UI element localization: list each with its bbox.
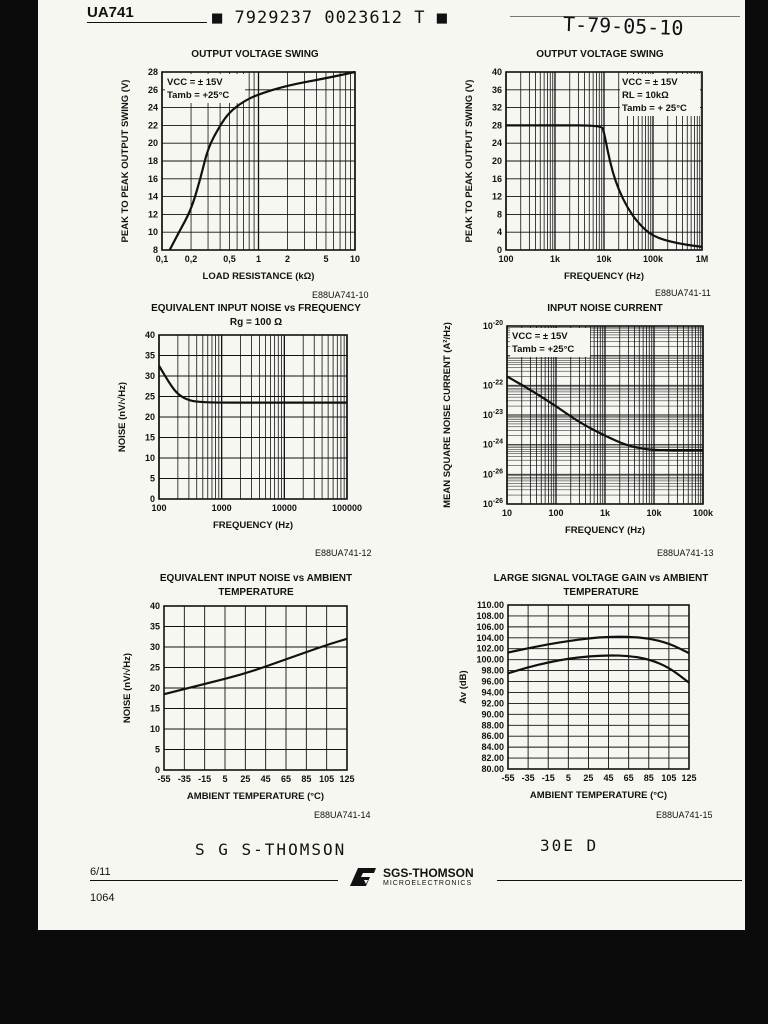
chart-title: INPUT NOISE CURRENT xyxy=(547,303,663,314)
y-tick-label: 0 xyxy=(149,494,155,504)
barcode-block-icon: ■ xyxy=(212,8,224,28)
series-line xyxy=(508,637,689,653)
chart-title-line: EQUIVALENT INPUT NOISE vs FREQUENCY xyxy=(151,303,361,314)
annotation-text: VCC = ± 15V xyxy=(512,331,568,342)
x-tick-label: -35 xyxy=(521,773,535,783)
barcode-text xyxy=(212,8,448,28)
x-axis-label: AMBIENT TEMPERATURE (°C) xyxy=(529,790,668,801)
x-tick-label: 1k xyxy=(599,508,611,518)
x-tick-label: 1M xyxy=(695,254,709,264)
y-tick-label: 8 xyxy=(152,245,158,255)
y-tick-label: 28 xyxy=(491,120,502,131)
y-tick-label: 106.00 xyxy=(476,621,504,632)
y-tick-label: 96.00 xyxy=(481,676,504,687)
y-tick-label: 20 xyxy=(491,156,502,166)
y-tick-label: 36 xyxy=(491,84,502,95)
x-axis-label: FREQUENCY (Hz) xyxy=(564,525,646,536)
y-tick-label: 25 xyxy=(149,662,160,673)
y-tick-label: 10 xyxy=(149,724,160,734)
y-tick-label: 12 xyxy=(491,191,502,202)
noise-vs-temperature-chart xyxy=(115,598,385,808)
y-axis-label: Av (dB) xyxy=(458,670,469,704)
y-tick-label: 0 xyxy=(496,245,502,255)
y-tick-label: $10^{-26}$ xyxy=(482,468,503,480)
chart-title: EQUIVALENT INPUT NOISE vs AMBIENT TEMPERATURE xyxy=(159,573,353,598)
x-tick-label: 100k xyxy=(692,508,714,518)
y-tick-label: 18 xyxy=(147,156,158,166)
x-tick-label: 105 xyxy=(661,773,677,783)
y-tick-label: 5 xyxy=(154,744,160,755)
y-tick-label: 102.00 xyxy=(476,643,504,654)
y-tick-label: 110.00 xyxy=(476,600,504,610)
header-rule xyxy=(87,22,207,23)
y-tick-label: 24 xyxy=(147,102,158,113)
y-tick-label: $10^{-22}$ xyxy=(482,379,503,391)
x-tick-label: 1000 xyxy=(211,503,232,513)
x-axis-label: LOAD RESISTANCE (kΩ) xyxy=(202,271,315,282)
x-tick-label: 125 xyxy=(339,774,355,784)
y-tick-label: 25 xyxy=(144,391,155,402)
part-number: UA741 xyxy=(87,4,134,21)
st-logo-icon xyxy=(348,866,378,888)
annotation-text: Tamb = + 25°C xyxy=(622,103,687,114)
x-tick-label: 0,1 xyxy=(155,254,169,264)
y-tick-label: 15 xyxy=(144,432,155,443)
chart-title xyxy=(120,302,392,330)
figure-ref: E88UA741-14 xyxy=(314,810,371,820)
y-tick-label: 8 xyxy=(496,209,502,220)
x-tick-label: -55 xyxy=(501,773,515,783)
y-tick-label: $10^{-23}$ xyxy=(482,409,503,420)
x-tick-label: 10k xyxy=(596,254,612,264)
company-logo-text: SGS-THOMSON xyxy=(383,866,474,880)
y-tick-label: 35 xyxy=(144,350,155,361)
y-tick-label: 28 xyxy=(147,67,158,77)
annotation-text: RL = 10kΩ xyxy=(622,90,669,101)
y-tick-label: 14 xyxy=(147,191,158,202)
x-tick-label: 100 xyxy=(151,503,167,513)
y-tick-label: 100.00 xyxy=(476,654,504,665)
chart-subtitle: Rg = 100 Ω xyxy=(229,317,283,328)
y-tick-label: 10 xyxy=(147,227,158,238)
x-tick-label: 25 xyxy=(583,773,594,783)
x-tick-label: -55 xyxy=(157,774,171,784)
y-tick-label: 20 xyxy=(147,138,158,149)
plot-frame xyxy=(508,605,689,769)
x-axis-label: FREQUENCY (Hz) xyxy=(563,271,645,282)
x-axis-label: FREQUENCY (Hz) xyxy=(212,520,294,531)
x-tick-label: 2 xyxy=(285,254,291,264)
x-tick-label: 45 xyxy=(260,774,271,784)
y-axis-label: MEAN SQUARE NOISE CURRENT (A²/Hz) xyxy=(442,322,453,508)
x-tick-label: 65 xyxy=(623,773,634,783)
x-axis-label: AMBIENT TEMPERATURE (°C) xyxy=(186,791,325,802)
y-tick-label: 90.00 xyxy=(481,709,504,720)
x-tick-label: 25 xyxy=(240,774,251,784)
chart-title: OUTPUT VOLTAGE SWING xyxy=(536,49,664,60)
y-tick-label: 98.00 xyxy=(481,665,504,676)
annotation-text: Tamb = +25°C xyxy=(512,344,575,355)
x-tick-label: 5 xyxy=(323,254,329,264)
x-tick-label: 100k xyxy=(642,254,664,264)
x-tick-label: -35 xyxy=(177,774,191,784)
x-tick-label: 45 xyxy=(603,773,614,783)
company-logo-subtext: MICROELECTRONICS xyxy=(383,880,473,887)
y-tick-label: $10^{-20}$ xyxy=(482,320,503,331)
y-tick-label: 32 xyxy=(491,102,502,113)
figure-ref: E88UA741-13 xyxy=(657,548,714,558)
x-tick-label: 5 xyxy=(222,774,228,784)
x-tick-label: -15 xyxy=(541,773,555,783)
output-swing-vs-load-chart xyxy=(105,62,385,292)
y-tick-label: 35 xyxy=(149,621,160,632)
chart-title: LARGE SIGNAL VOLTAGE GAIN vs AMBIENT TEMPERATURE xyxy=(493,573,709,598)
y-axis-label: PEAK TO PEAK OUTPUT SWING (V) xyxy=(120,79,131,243)
y-tick-label: 30 xyxy=(144,371,155,381)
x-tick-label: 125 xyxy=(681,773,697,783)
annotation-text: VCC = ± 15V xyxy=(622,77,678,88)
y-tick-label: 20 xyxy=(149,683,160,693)
y-tick-label: 88.00 xyxy=(481,720,504,731)
x-tick-label: 10 xyxy=(501,508,513,518)
input-noise-current-chart xyxy=(432,316,732,546)
y-tick-label: 16 xyxy=(491,173,502,184)
y-tick-label: 40 xyxy=(144,330,155,340)
y-axis-label: NOISE (nV/√Hz) xyxy=(122,652,133,724)
y-tick-label: 108.00 xyxy=(476,610,504,621)
x-tick-label: 1 xyxy=(255,254,262,264)
barcode-number: 7929237 0023612 T xyxy=(234,8,426,28)
page-number: 1064 xyxy=(90,892,115,904)
barcode-block-icon: ■ xyxy=(436,8,448,28)
y-tick-label: $10^{-26}$ xyxy=(482,498,503,509)
footer-rule-left xyxy=(90,880,338,881)
y-tick-label: 20 xyxy=(144,412,155,422)
series-line xyxy=(159,366,347,403)
y-tick-label: 92.00 xyxy=(481,698,504,709)
y-tick-label: 94.00 xyxy=(481,687,504,698)
x-tick-label: 85 xyxy=(643,773,654,783)
y-tick-label: 16 xyxy=(147,173,158,184)
y-tick-label: 4 xyxy=(496,227,502,238)
x-tick-label: 0,5 xyxy=(223,254,236,264)
x-tick-label: 100000 xyxy=(331,503,363,513)
x-tick-label: -15 xyxy=(198,774,212,784)
x-tick-label: 10 xyxy=(349,254,361,264)
y-tick-label: 12 xyxy=(147,209,158,220)
chart-title: OUTPUT VOLTAGE SWING xyxy=(191,49,319,60)
y-axis-label: NOISE (nV/√Hz) xyxy=(117,381,128,453)
y-tick-label: 40 xyxy=(491,67,502,77)
x-tick-label: 100 xyxy=(548,508,564,518)
x-tick-label: 0,2 xyxy=(184,254,198,264)
x-tick-label: 10000 xyxy=(271,503,297,513)
y-tick-label: 82.00 xyxy=(481,753,504,764)
y-tick-label: 10 xyxy=(144,453,155,463)
x-tick-label: 105 xyxy=(319,774,335,784)
y-tick-label: 30 xyxy=(149,642,160,652)
y-tick-label: $10^{-24}$ xyxy=(482,438,503,450)
y-tick-label: 5 xyxy=(149,473,155,484)
annotation-text: VCC = ± 15V xyxy=(167,77,223,88)
x-tick-label: 65 xyxy=(280,774,292,784)
x-tick-label: 85 xyxy=(301,774,312,784)
y-axis-label: PEAK TO PEAK OUTPUT SWING (V) xyxy=(464,79,475,243)
figure-ref: E88UA741-10 xyxy=(312,290,369,300)
y-tick-label: 15 xyxy=(149,703,160,714)
y-tick-label: 86.00 xyxy=(481,731,504,742)
y-tick-label: 26 xyxy=(147,84,158,95)
page-fraction: 6/11 xyxy=(90,866,111,878)
y-tick-label: 22 xyxy=(147,120,158,131)
x-tick-label: 100 xyxy=(498,254,514,264)
figure-ref: E88UA741-12 xyxy=(315,548,372,558)
voltage-gain-vs-temperature-chart xyxy=(440,598,730,803)
x-tick-label: 10k xyxy=(646,508,662,518)
typed-code: 30E D xyxy=(540,836,599,855)
footer-rule-right xyxy=(497,880,742,881)
x-tick-label: 5 xyxy=(565,773,571,783)
typed-company: S G S-THOMSON xyxy=(195,840,347,859)
date-stamp: T-79-05-10 xyxy=(562,11,684,41)
y-tick-label: 104.00 xyxy=(476,632,504,643)
y-tick-label: 84.00 xyxy=(481,742,504,753)
annotation-text: Tamb = +25°C xyxy=(167,90,230,101)
output-swing-vs-frequency-chart xyxy=(448,62,738,292)
y-tick-label: 40 xyxy=(149,601,160,611)
input-noise-vs-frequency-chart xyxy=(110,330,390,540)
y-tick-label: 80.00 xyxy=(481,764,504,774)
y-tick-label: 24 xyxy=(491,138,502,149)
y-tick-label: 0 xyxy=(154,765,160,775)
figure-ref: E88UA741-15 xyxy=(656,810,713,820)
x-tick-label: 1k xyxy=(549,254,561,264)
figure-ref: E88UA741-11 xyxy=(655,288,711,298)
